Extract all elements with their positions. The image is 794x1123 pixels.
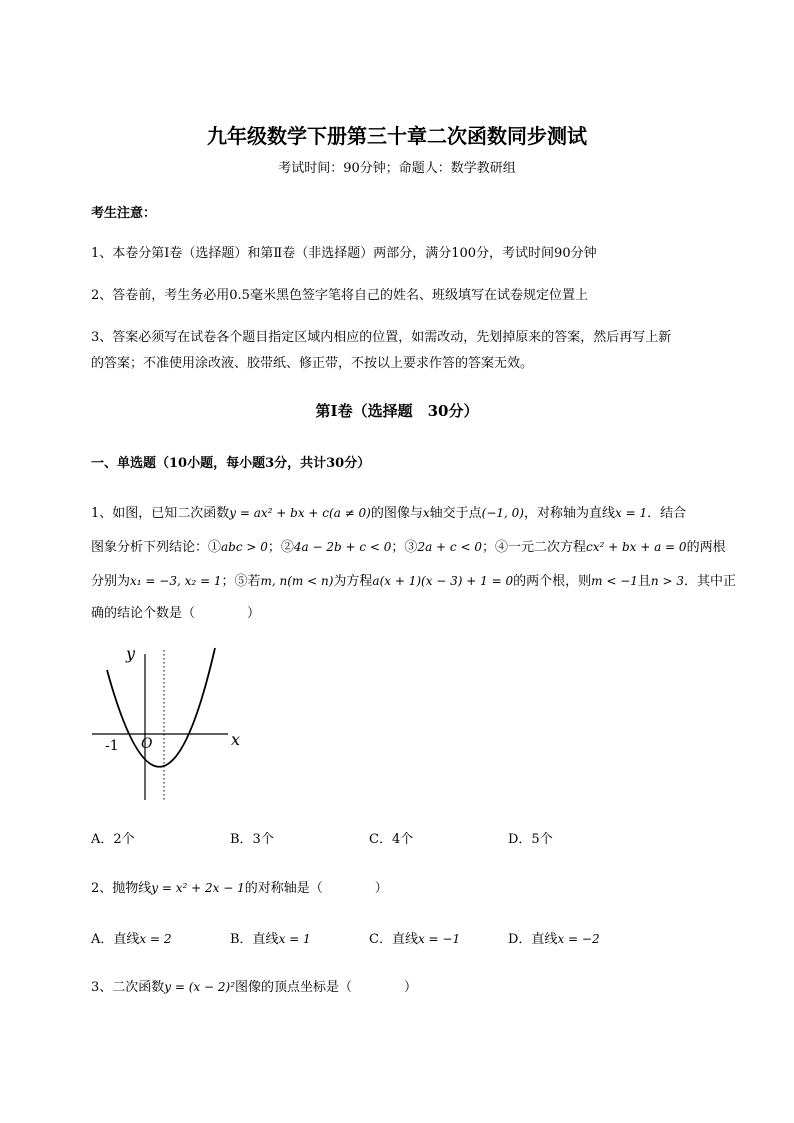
q2-stem — [91, 877, 388, 896]
q3-text: 3、二次函数 — [91, 980, 165, 995]
q1-text: ．其中正 — [683, 574, 736, 589]
exam-subtitle: 考试时间：90分钟；命题人：数学教研组 — [278, 161, 516, 176]
q1-formula: m < −1 — [591, 574, 638, 588]
q1-formula: abc > 0 — [221, 540, 268, 554]
q1-text: ；② — [267, 540, 294, 555]
q1-formula: n > 3 — [650, 574, 684, 588]
q2-option-label: C．直线 — [369, 932, 418, 947]
q2-formula: y = x² + 2x − 1 — [151, 881, 245, 895]
q1-formula: m, n(m < n) — [260, 574, 334, 588]
q1-text: 1、如图，已知二次函数 — [91, 506, 230, 521]
parabola-curve — [107, 648, 215, 767]
notice-heading: 考生注意： — [91, 206, 157, 221]
q2-text: 2、抛物线 — [91, 881, 152, 896]
q1-text: 分别为 — [91, 574, 131, 589]
q1-text: ，对称轴为直线 — [524, 506, 616, 521]
q1-option-a[interactable]: A．2个 — [91, 832, 135, 847]
notice-item-3-line-2: 的答案；不准使用涂改液、胶带纸、修正带，不按以上要求作答的答案无效。 — [91, 356, 534, 371]
q1-line-4: 确的结论个数是（ ） — [91, 606, 261, 621]
q1-formula: 4a − 2b + c < 0 — [293, 540, 392, 554]
q1-text: ．结合 — [647, 506, 687, 521]
q2-option-b[interactable] — [230, 928, 311, 947]
q1-formula: x = 1 — [615, 506, 648, 520]
y-axis-label: y — [126, 644, 136, 663]
q1-text: ；③ — [391, 540, 418, 555]
q1-formula: cx² + bx + a = 0 — [585, 540, 687, 554]
q2-option-a[interactable] — [91, 928, 171, 947]
page-title: 九年级数学下册第三十章二次函数同步测试 — [207, 124, 587, 148]
q2-option-label: A．直线 — [91, 932, 140, 947]
q1-option-c[interactable]: C．4个 — [369, 832, 414, 847]
notice-item-1: 1、本卷分第Ⅰ卷（选择题）和第Ⅱ卷（非选择题）两部分，满分100分，考试时间90分钟 — [91, 246, 597, 261]
q2-option-c[interactable] — [369, 928, 460, 947]
section-title: 第Ⅰ卷（选择题 30分） — [315, 402, 479, 420]
q3-stem — [91, 976, 417, 995]
part-heading: 一、单选题（10小题，每小题3分，共计30分） — [91, 456, 371, 471]
q3-formula: y = (x − 2)² — [164, 980, 236, 994]
q1-text: 图象分析下列结论：① — [91, 540, 222, 555]
q1-text: 为方程 — [333, 574, 373, 589]
q1-text: 的两根 — [686, 540, 726, 555]
q2-option-label: B．直线 — [230, 932, 279, 947]
q2-option-label: D．直线 — [508, 932, 558, 947]
q1-formula: 2a + c < 0 — [417, 540, 482, 554]
q1-text: ；④一元二次方程 — [481, 540, 586, 555]
q1-text: ；⑤若 — [221, 574, 261, 589]
q1-text: 且 — [637, 574, 651, 589]
q1-formula: x₁ = −3, x₂ = 1 — [130, 574, 222, 588]
neg-one-label: -1 — [105, 738, 119, 754]
origin-label: O — [141, 736, 153, 752]
q2-text: 的对称轴是（ ） — [244, 881, 388, 896]
q1-line-3 — [91, 570, 736, 589]
q2-option-math: x = 1 — [278, 932, 311, 946]
q1-formula: y = ax² + bx + c(a ≠ 0) — [229, 506, 371, 520]
notice-item-3-line-1: 3、答案必须写在试卷各个题目指定区域内相应的位置，如需改动，先划掉原来的答案，然后再写上新 — [91, 330, 672, 345]
notice-item-2: 2、答卷前，考生务必用0.5毫米黑色签字笔将自己的姓名、班级填写在试卷规定位置上 — [91, 288, 588, 303]
q1-text: 轴交于点 — [429, 506, 482, 521]
q1-formula: x — [422, 506, 430, 520]
x-axis-label: x — [231, 730, 241, 749]
q1-option-b[interactable]: B．3个 — [230, 832, 274, 847]
parabola-graph — [88, 642, 258, 804]
q1-option-d[interactable]: D．5个 — [508, 832, 553, 847]
q1-text: 的图像与 — [370, 506, 423, 521]
q1-line-1 — [91, 502, 686, 521]
q1-formula: (−1, 0) — [481, 506, 524, 520]
q3-text: 图像的顶点坐标是（ ） — [235, 980, 418, 995]
q2-option-math: x = −1 — [417, 932, 461, 946]
q1-text: 的两个根，则 — [513, 574, 592, 589]
q2-option-math: x = 2 — [139, 932, 172, 946]
q1-line-2 — [91, 536, 726, 555]
q1-formula: a(x + 1)(x − 3) + 1 = 0 — [372, 574, 514, 588]
q2-option-math: x = −2 — [557, 932, 600, 946]
q2-option-d[interactable] — [508, 928, 600, 947]
